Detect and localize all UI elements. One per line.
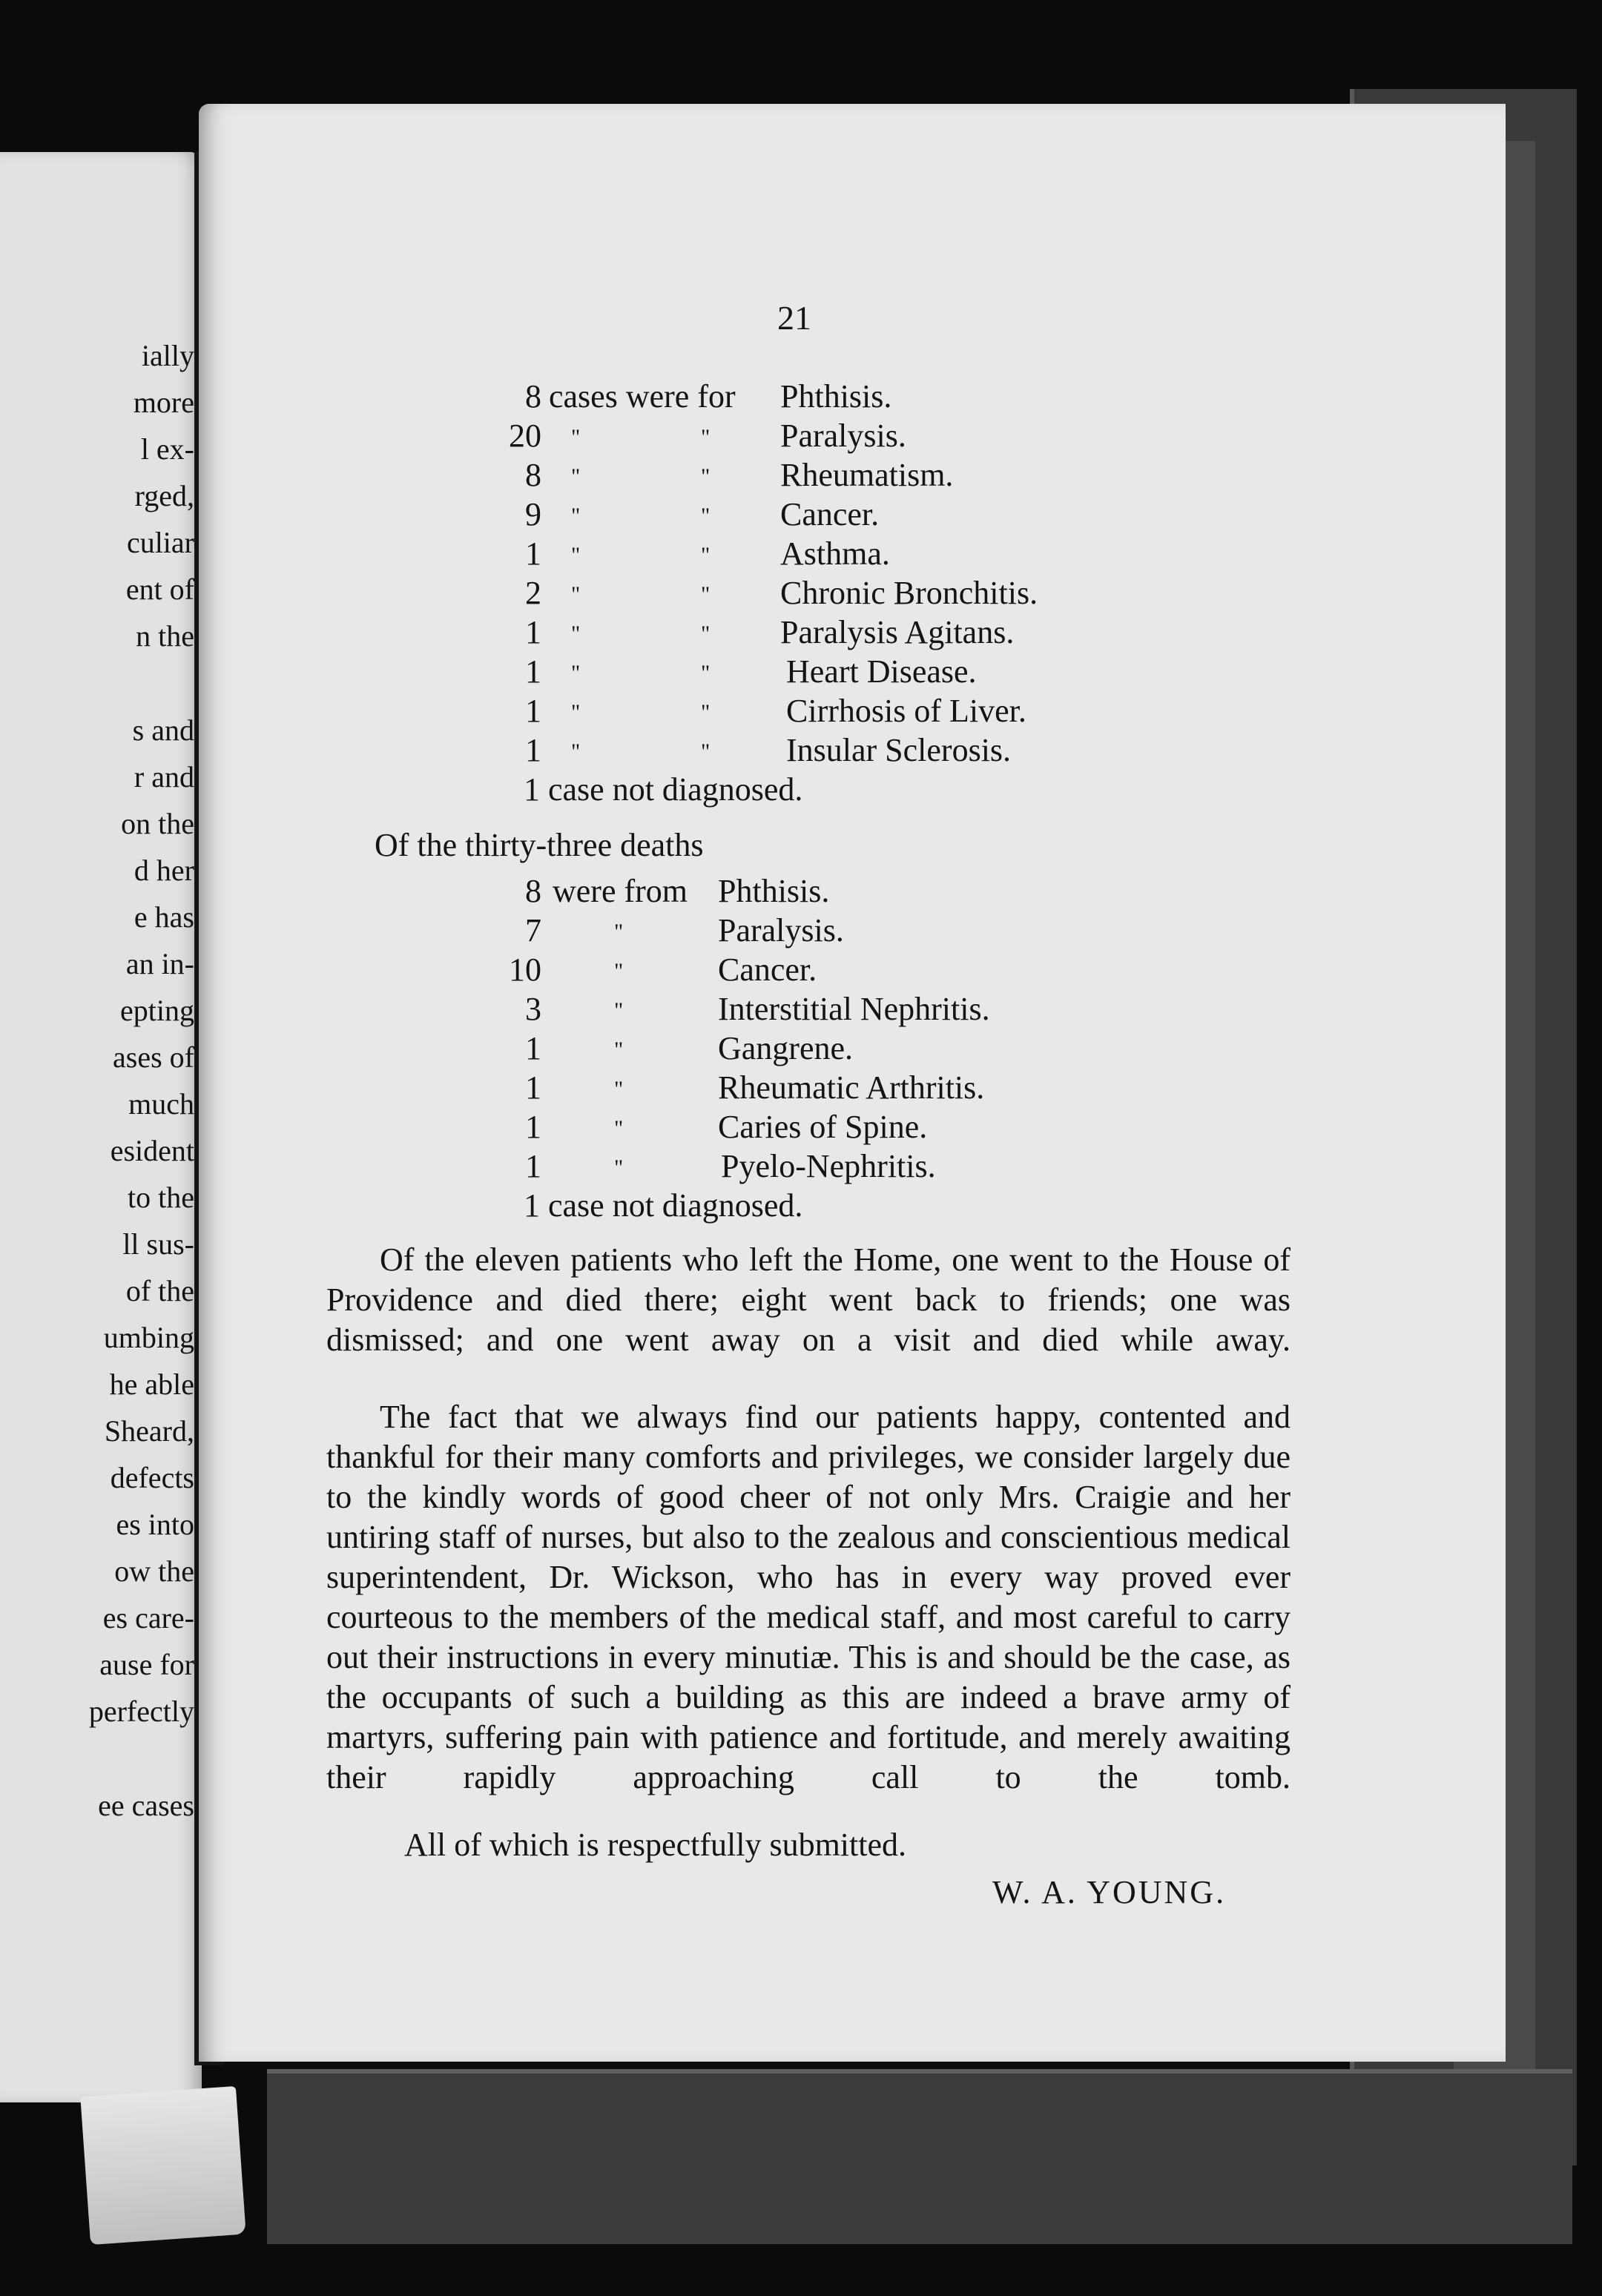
left-fragment: on the — [121, 807, 194, 840]
case-diagnosis: Paralysis Agitans. — [780, 614, 1015, 650]
ditto-mark: " — [614, 998, 624, 1023]
death-cause: Phthisis. — [718, 873, 830, 909]
case-diagnosis: Rheumatism. — [780, 457, 954, 493]
left-fragment: umbing — [103, 1321, 194, 1354]
ditto-mark: " — [701, 739, 711, 764]
cases-undiagnosed: 1 case not diagnosed. — [524, 771, 803, 808]
death-cause: Paralysis. — [718, 912, 844, 949]
case-diagnosis: Cirrhosis of Liver. — [786, 693, 1026, 729]
ditto-mark: " — [571, 700, 581, 725]
ditto-mark: " — [701, 425, 711, 449]
death-cause: Rheumatic Arthritis. — [718, 1069, 985, 1106]
death-count: 1 — [525, 1030, 541, 1066]
page-number: 21 — [777, 299, 811, 337]
case-count: 1 — [525, 614, 541, 650]
paragraph-left-home: Of the eleven patients who left the Home, one went to the House of Providence and died there; eight went back to friends; one was dismissed; and one went away on a visit and died while away. — [326, 1241, 1290, 1358]
left-fragment: s and — [132, 713, 194, 747]
ditto-mark: " — [701, 621, 711, 646]
left-fragment: n the — [136, 619, 194, 653]
ditto-mark: " — [701, 464, 711, 489]
left-fragment: e has — [134, 900, 194, 934]
case-count: 9 — [525, 496, 541, 532]
left-fragment: an in- — [125, 947, 194, 980]
death-cause: Interstitial Nephritis. — [718, 991, 990, 1027]
ditto-mark: " — [701, 543, 711, 567]
left-fragment: more — [133, 386, 194, 419]
left-fragment: ee cases — [98, 1789, 194, 1822]
death-count: 1 — [525, 1109, 541, 1145]
case-count: 20 — [509, 418, 541, 454]
left-fragment: ow the — [114, 1554, 194, 1588]
deaths-intro: Of the thirty-three deaths — [375, 827, 704, 863]
left-fragment: he able — [109, 1368, 194, 1401]
left-fragment: much — [128, 1087, 194, 1121]
deaths-lead-text: were from — [553, 873, 688, 909]
case-diagnosis: Insular Sclerosis. — [786, 732, 1012, 768]
case-diagnosis: Phthisis. — [780, 378, 892, 415]
ditto-mark: " — [701, 504, 711, 528]
ditto-mark: " — [571, 661, 581, 685]
death-count: 8 — [525, 873, 541, 909]
closing-line: All of which is respectfully submitted. — [404, 1827, 906, 1863]
case-diagnosis: Chronic Bronchitis. — [780, 575, 1038, 611]
deaths-undiagnosed: 1 case not diagnosed. — [524, 1187, 803, 1224]
signature: W. A. YOUNG. — [992, 1874, 1227, 1910]
left-fragment: es into — [116, 1508, 194, 1541]
death-count: 3 — [525, 991, 541, 1027]
ditto-mark: " — [614, 1038, 624, 1062]
case-count: 1 — [525, 732, 541, 768]
ditto-mark: " — [571, 425, 581, 449]
death-cause: Pyelo-Nephritis. — [721, 1148, 936, 1184]
ditto-mark: " — [571, 543, 581, 567]
left-fragment: ially — [141, 339, 194, 372]
left-fragment: ll sus- — [122, 1227, 194, 1261]
ditto-mark: " — [571, 582, 581, 607]
cases-lead-text: cases were for — [549, 378, 736, 415]
case-diagnosis: Heart Disease. — [786, 653, 977, 690]
left-fragment: d her — [134, 854, 194, 887]
case-diagnosis: Asthma. — [780, 535, 890, 572]
death-count: 7 — [525, 912, 541, 949]
ditto-mark: " — [701, 700, 711, 725]
case-count: 1 — [525, 653, 541, 690]
case-diagnosis: Paralysis. — [780, 418, 906, 454]
death-count: 1 — [525, 1148, 541, 1184]
death-cause: Cancer. — [718, 951, 817, 988]
left-fragment: ent of — [125, 573, 194, 606]
case-count: 8 — [525, 457, 541, 493]
ditto-mark: " — [614, 1155, 624, 1180]
left-fragment: of the — [125, 1274, 194, 1307]
book-cover-bottom — [267, 2069, 1572, 2244]
case-count: 1 — [525, 535, 541, 572]
left-fragment: ause for — [99, 1648, 194, 1681]
death-cause: Gangrene. — [718, 1030, 854, 1066]
torn-page-tag — [80, 2086, 245, 2245]
paragraph-patients: The fact that we always find our patients happy, contented and thankful for their many comforts and privileges, we consider largely due to the kindly words of good cheer of not only Mrs. Craigie and her untiring staff of nurses, but also to the zealous and conscientious medical superintendent, Dr. Wickson, who has in every way proved ever courteous to the members of the medical staff, and most careful to carry out their instructions in every minutiæ. This is and should be the case, as the occupants of such a building as this are indeed a brave army of martyrs, suffering pain with patience and fortitude, and merely awaiting their rapidly approaching call to the tomb. — [326, 1399, 1290, 1795]
death-count: 1 — [525, 1069, 541, 1106]
left-fragment: l ex- — [140, 432, 194, 466]
ditto-mark: " — [571, 739, 581, 764]
left-fragment: to the — [128, 1181, 194, 1214]
ditto-mark: " — [571, 621, 581, 646]
ditto-mark: " — [701, 582, 711, 607]
left-fragment: culiar — [126, 526, 194, 559]
left-fragment: epting — [120, 994, 194, 1027]
left-fragment: perfectly — [88, 1695, 194, 1728]
left-fragment: r and — [134, 760, 194, 794]
left-fragment: rged, — [134, 479, 194, 512]
left-fragment: Sheard, — [104, 1414, 194, 1448]
case-count: 2 — [525, 575, 541, 611]
case-diagnosis: Cancer. — [780, 496, 880, 532]
ditto-mark: " — [701, 661, 711, 685]
ditto-mark: " — [614, 1077, 624, 1101]
left-fragment: es care- — [102, 1601, 194, 1634]
left-fragment: esident — [110, 1134, 194, 1167]
ditto-mark: " — [571, 504, 581, 528]
case-count: 8 — [525, 378, 541, 415]
left-fragment: ases of — [113, 1040, 194, 1074]
left-page — [0, 152, 202, 2102]
case-count: 1 — [525, 693, 541, 729]
ditto-mark: " — [614, 1116, 624, 1141]
death-cause: Caries of Spine. — [718, 1109, 928, 1145]
ditto-mark: " — [614, 920, 624, 944]
ditto-mark: " — [571, 464, 581, 489]
ditto-mark: " — [614, 959, 624, 983]
left-fragment: defects — [110, 1461, 194, 1494]
death-count: 10 — [509, 951, 541, 988]
